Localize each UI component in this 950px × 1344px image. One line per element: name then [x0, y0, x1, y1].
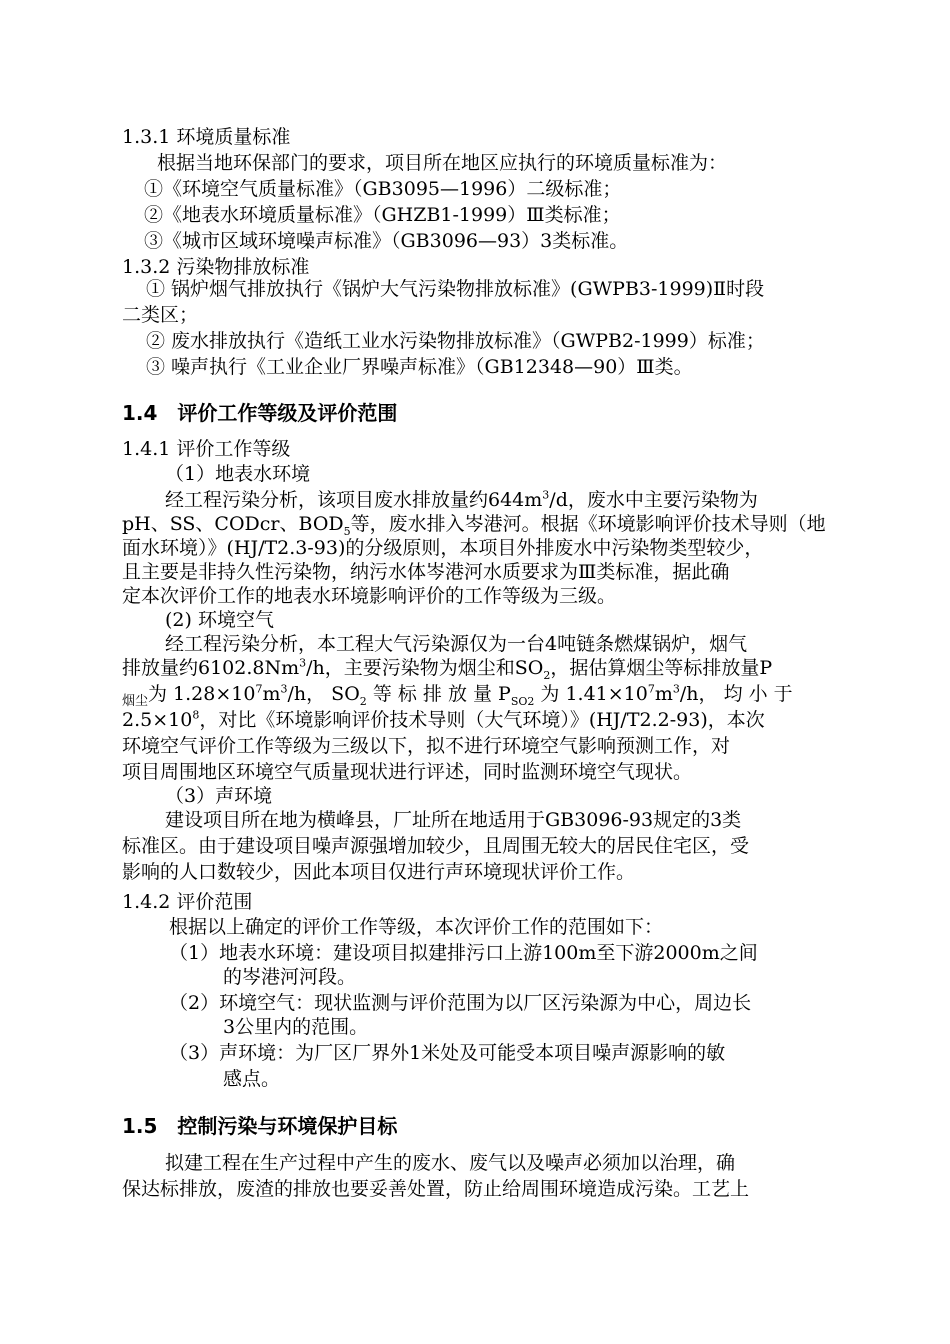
section-heading-1-3-1: 1.3.1 环境质量标准 [122, 126, 291, 148]
list-item: ①《环境空气质量标准》（GB3095—1996）二级标准； [144, 178, 622, 200]
paragraph-line: 项目周围地区环境空气质量现状进行评述，同时监测环境空气现状。 [122, 761, 693, 783]
list-item-continuation: 3公里内的范围。 [223, 1016, 369, 1038]
list-item: （1）地表水环境：建设项目拟建排污口上游100m至下游2000m之间 [169, 942, 758, 964]
list-item: ②《地表水环境质量标准》（GHZB1-1999）Ⅲ类标准； [144, 204, 621, 226]
paragraph-line: pH、SS、CODcr、$BOD_5$等，废水排入岑港河。根据《环境影响评价技术导则（地 [122, 513, 826, 538]
paragraph-line: 且主要是非持久性污染物，纳污水体岑港河水质要求为Ⅲ类标准，据此确 [122, 561, 730, 583]
paragraph-line: 建设项目所在地为横峰县，厂址所在地适用于GB3096-93规定的3类 [165, 809, 742, 831]
paragraph: 根据当地环保部门的要求，项目所在地区应执行的环境质量标准为： [157, 152, 728, 174]
paragraph: 根据以上确定的评价工作等级，本次评价工作的范围如下： [169, 916, 664, 938]
section-heading-1-3-2: 1.3.2 污染物排放标准 [122, 256, 310, 278]
item-title: (2) 环境空气 [165, 609, 274, 631]
paragraph-line: 标准区。由于建设项目噪声源强增加较少，且周围无较大的居民住宅区，受 [122, 835, 750, 857]
paragraph-line: 定本次评价工作的地表水环境影响评价的工作等级为三级。 [122, 585, 617, 607]
paragraph-line: 影响的人口数较少，因此本项目仅进行声环境现状评价工作。 [122, 861, 636, 883]
paragraph-line: $_{烟尘}$为 $1.28\times 10^7m^3/h$， $SO_2$ 等 标 排 放 量 $P_{SO2}$ 为 $1.41\times 10^7m^3/h$， 均 小 于 [122, 682, 793, 709]
item-title: （1）地表水环境 [165, 463, 311, 485]
subsection-heading-1-4-2: 1.4.2 评价范围 [122, 891, 253, 913]
list-item: （2）环境空气：现状监测与评价范围为以厂区污染源为中心，周边长 [169, 992, 752, 1014]
paragraph-line: 环境空气评价工作等级为三级以下，拟不进行环境空气影响预测工作，对 [122, 735, 731, 757]
list-item-continuation: 二类区； [122, 304, 199, 326]
item-title: （3）声环境 [165, 785, 273, 807]
paragraph-line: $2.5\times 10^8$，对比《环境影响评价技术导则（大气环境）》(HJ/T2.2-93)，本次 [122, 708, 765, 731]
list-item: ① 锅炉烟气排放执行《锅炉大气污染物排放标准》(GWPB3-1999)Ⅱ时段 [146, 278, 765, 300]
section-heading-1-5: 1.5 控制污染与环境保护目标 [122, 1114, 398, 1138]
paragraph-line: 经工程污染分析，本工程大气污染源仅为一台4吨链条燃煤锅炉，烟气 [165, 633, 748, 655]
list-item: ② 废水排放执行《造纸工业水污染物排放标准》（GWPB2-1999）标准； [146, 330, 765, 352]
paragraph-line: 排放量约6102.8Nm$^3$/h，主要污染物为烟尘和$SO_2$，据估算烟尘等标排放量P [122, 656, 773, 682]
paragraph-line: 拟建工程在生产过程中产生的废水、废气以及噪声必须加以治理，确 [165, 1152, 736, 1174]
section-heading-1-4: 1.4 评价工作等级及评价范围 [122, 401, 398, 425]
list-item-continuation: 的岑港河河段。 [223, 966, 357, 988]
list-item: ③ 噪声执行《工业企业厂界噪声标准》（GB12348—90）Ⅲ类。 [146, 356, 693, 378]
paragraph-line: 经工程污染分析，该项目废水排放量约$644m^3/d$，废水中主要污染物为 [165, 488, 758, 511]
list-item: ③《城市区域环境噪声标准》（GB3096—93）3类标准。 [144, 230, 629, 252]
subsection-heading-1-4-1: 1.4.1 评价工作等级 [122, 438, 291, 460]
paragraph-line: 保达标排放，废渣的排放也要妥善处置，防止给周围环境造成污染。工艺上 [122, 1178, 750, 1200]
paragraph-line: 面水环境）》(HJ/T2.3-93)的分级原则，本项目外排废水中污染物类型较少， [122, 537, 764, 559]
list-item-continuation: 感点。 [223, 1068, 281, 1090]
list-item: （3）声环境：为厂区厂界外1米处及可能受本项目噪声源影响的敏 [169, 1042, 726, 1064]
